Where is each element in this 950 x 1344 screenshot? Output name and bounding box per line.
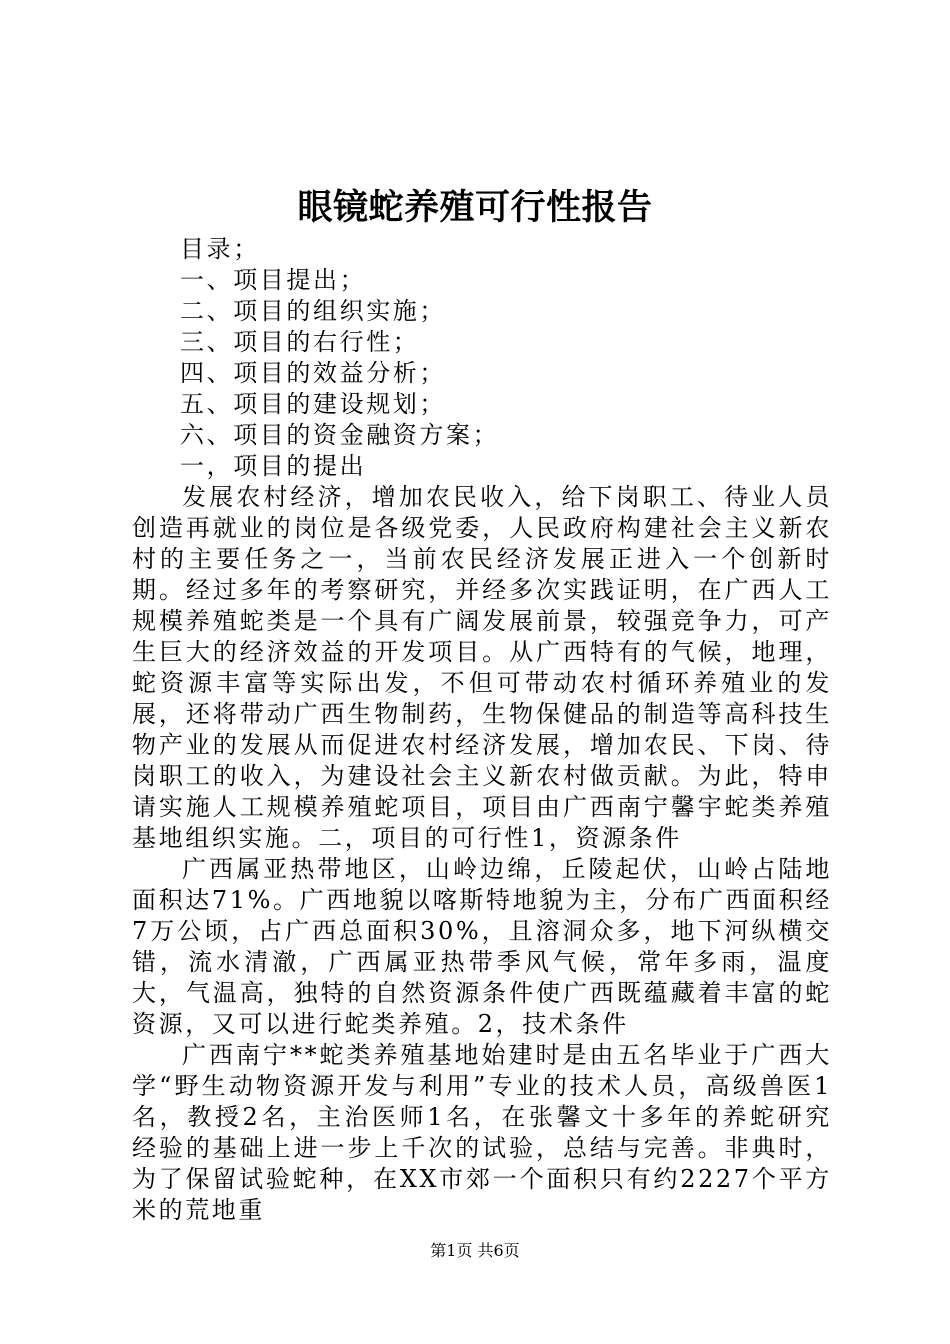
body-paragraph: 广西属亚热带地区，山岭边绵，丘陵起伏，山岭占陆地面积达71%。广西地貌以喀斯特地貌为主，分布广西面积经7万公顷，占广西总面积30%，且溶洞众多，地下河纵横交错，流水清澈，广西属亚热带季风气候，常年多雨，温度大，气温高，独特的自然资源条件使广西既蕴藏着丰富的蛇资源，又可以进行蛇类养殖。2，技术条件: [132, 855, 832, 1038]
document-body: [132, 234, 832, 1226]
body-paragraph: 广西南宁**蛇类养殖基地始建时是由五名毕业于广西大学“野生动物资源开发与利用”专业的技术人员，高级兽医1名，教授2名，主治医师1名，在张馨文十多年的养蛇研究经验的基础上进一步上千次的试验，总结与完善。非典时，为了保留试验蛇种，在XX市郊一个面积只有约2227个平方米的荒地重: [132, 1041, 832, 1224]
section-heading: 一，项目的提出: [180, 452, 367, 480]
body-paragraph: 发展农村经济，增加农民收入，给下岗职工、待业人员创造再就业的岗位是各级党委，人民政府构建社会主义新农村的主要任务之一，当前农民经济发展正进入一个创新时期。经过多年的考察研究，并经多次实践证明，在广西人工规模养殖蛇类是一个具有广阔发展前景，较强竞争力，可产生巨大的经济效益的开发项目。从广西特有的气候，地理，蛇资源丰富等实际出发，不但可带动农村循环养殖业的发展，还将带动广西生物制药，生物保健品的制造等高科技生物产业的发展从而促进农村经济发展，增加农民、下岗、待岗职工的收入，为建设社会主义新农村做贡献。为此，特申请实施人工规模养殖蛇项目，项目由广西南宁馨宇蛇类养殖基地组织实施。二，项目的可行性1，资源条件: [132, 483, 832, 852]
toc-item: 一、项目提出；: [180, 266, 367, 294]
page-footer: 第1页 共6页: [430, 1241, 520, 1260]
toc-item: 三、项目的右行性；: [180, 328, 420, 356]
document-title: 眼镜蛇养殖可行性报告: [297, 187, 653, 228]
toc-item: 二、项目的组织实施；: [180, 297, 446, 325]
toc-item: 四、项目的效益分析；: [180, 359, 446, 387]
toc-item: 六、项目的资金融资方案；: [180, 421, 500, 449]
toc-item: 五、项目的建设规划；: [180, 390, 446, 418]
toc-heading: 目录；: [180, 235, 260, 263]
